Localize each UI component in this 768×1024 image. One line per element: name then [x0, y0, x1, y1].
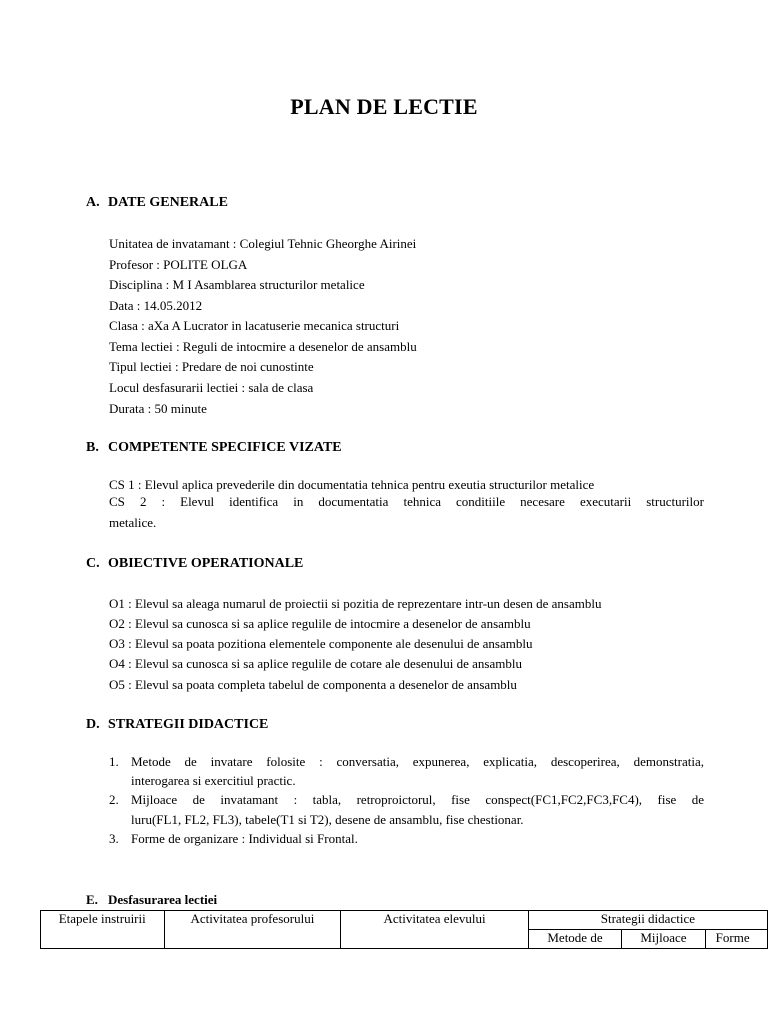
strategy-2-number: 2.	[109, 792, 119, 807]
section-e-title: Desfasurarea lectiei	[108, 892, 218, 907]
strategy-3-line1: Forme de organizare : Individual si Frontal.	[131, 831, 358, 846]
section-d-title: STRATEGII DIDACTICE	[108, 717, 269, 732]
subheader-forms: Forme	[705, 930, 767, 949]
general-data-duration: Durata : 50 minute	[109, 401, 207, 416]
section-e-letter: E.	[86, 892, 98, 907]
objective-o4: O4 : Elevul sa cunosca si sa aplice regulile de cotare ale desenului de ansamblu	[109, 656, 522, 671]
strategy-2-line2: luru(FL1, FL2, FL3), tabele(T1 si T2), desene de ansamblu, fise chestionar.	[131, 812, 524, 827]
general-data-school: Unitatea de invatamant : Colegiul Tehnic Gheorghe Airinei	[109, 236, 417, 251]
objective-o1: O1 : Elevul sa aleaga numarul de proiectii si pozitia de reprezentare intr-un desen de ansamblu	[109, 596, 602, 611]
general-data-discipline: Disciplina : M I Asamblarea structurilor metalice	[109, 277, 365, 292]
section-d-letter: D.	[86, 717, 100, 732]
subheader-methods: Metode de	[528, 930, 621, 949]
header-student-activity: Activitatea elevului	[341, 911, 528, 949]
general-data-teacher: Profesor : POLITE OLGA	[109, 257, 248, 272]
section-b-heading	[86, 440, 342, 456]
section-a-letter: A.	[86, 195, 100, 210]
general-data-location: Locul desfasurarii lectiei : sala de clasa	[109, 380, 314, 395]
competence-cs2-line1: CS 2 : Elevul identifica in documentatia tehnica conditiile necesare executarii structurilor	[109, 494, 704, 509]
strategy-3-number: 3.	[109, 831, 119, 846]
general-data-class: Clasa : aXa A Lucrator in lacatuserie mecanica structuri	[109, 318, 400, 333]
competence-cs1: CS 1 : Elevul aplica prevederile din documentatia tehnica pentru exeutia structurilor metalice	[109, 477, 595, 492]
general-data-topic: Tema lectiei : Reguli de intocmire a desenelor de ansamblu	[109, 339, 417, 354]
section-b-title: COMPETENTE SPECIFICE VIZATE	[108, 440, 342, 455]
header-didactic-strategies: Strategii didactice	[528, 911, 767, 930]
objective-o3: O3 : Elevul sa poata pozitiona elementele componente ale desenului de ansamblu	[109, 636, 533, 651]
section-b-letter: B.	[86, 440, 99, 455]
header-stages: Etapele instruirii	[41, 911, 165, 949]
section-a-heading	[86, 195, 228, 211]
general-data-lesson-type: Tipul lectiei : Predare de noi cunostinte	[109, 359, 314, 374]
strategy-1-line1: Metode de invatare folosite : conversatia, expunerea, explicatia, descoperirea, demonstratia,	[131, 754, 704, 769]
section-e-heading	[86, 892, 217, 908]
header-teacher-activity: Activitatea profesorului	[164, 911, 341, 949]
objective-o2: O2 : Elevul sa cunosca si sa aplice regulile de intocmire a desenelor de ansamblu	[109, 616, 531, 631]
strategy-1-number: 1.	[109, 754, 119, 769]
competence-cs2-line2: metalice.	[109, 515, 157, 530]
lesson-plan-table	[40, 910, 768, 949]
strategy-1-line2: interogarea si exercitiul practic.	[131, 773, 296, 788]
general-data-date: Data : 14.05.2012	[109, 298, 203, 313]
section-c-heading	[86, 556, 303, 572]
section-a-title: DATE GENERALE	[108, 195, 228, 210]
section-c-letter: C.	[86, 556, 100, 571]
section-d-heading	[86, 717, 268, 733]
strategy-2-line1: Mijloace de invatamant : tabla, retroproictorul, fise conspect(FC1,FC2,FC3,FC4), fise de	[131, 792, 704, 807]
page-title: PLAN DE LECTIE	[290, 94, 478, 119]
objective-o5: O5 : Elevul sa poata completa tabelul de componenta a desenelor de ansamblu	[109, 677, 517, 692]
section-c-title: OBIECTIVE OPERATIONALE	[108, 556, 304, 571]
subheader-means: Mijloace	[622, 930, 705, 949]
